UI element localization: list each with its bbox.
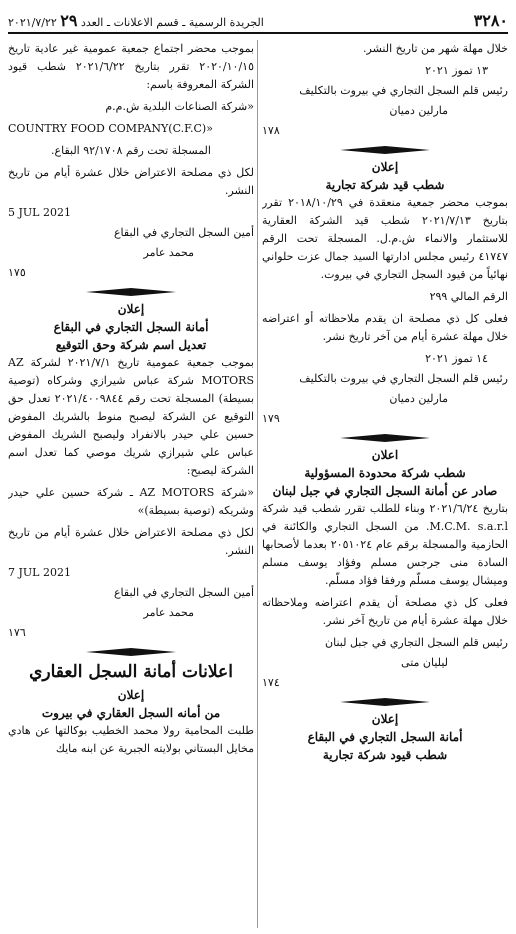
notice-label: إعلان bbox=[371, 160, 399, 174]
notice-title: أمانة السجل التجاري في البقاع bbox=[53, 320, 209, 334]
signatory-title: أمين السجل التجاري في البقاع bbox=[113, 586, 254, 599]
separator bbox=[8, 648, 254, 656]
signatory-title: رئيس قلم السجل التجاري في بيروت بالتكليف bbox=[299, 372, 508, 385]
notice-objection: لكل ذي مصلحة الاعتراض خلال عشرة أيام من تاريخ النشر. bbox=[8, 166, 254, 197]
notice-title: أمانة السجل التجاري في البقاع bbox=[307, 730, 463, 744]
signatory-name: مارلين دميان bbox=[389, 392, 448, 405]
running-title-text: الجريدة الرسمية ـ قسم الاعلانات ـ العدد bbox=[80, 15, 264, 29]
signatory-name: محمد عامر bbox=[143, 606, 194, 619]
notice-reg-number: الرقم المالي ٢٩٩ bbox=[429, 290, 508, 303]
notice-label: إعلان bbox=[117, 302, 145, 316]
signatory-title: أمين السجل التجاري في البقاع bbox=[113, 226, 254, 239]
notice-title: شطب قيد شركة تجارية bbox=[325, 178, 445, 192]
notice-number: ١٧٤ bbox=[262, 676, 280, 689]
signatory-name: ليليان متى bbox=[401, 656, 448, 669]
separator bbox=[262, 434, 508, 442]
signatory-title: رئيس قلم السجل التجاري في بيروت بالتكليف bbox=[299, 84, 508, 97]
notice-subtitle: صادر عن أمانة السجل التجاري في جبل لبنان bbox=[272, 484, 498, 498]
notice-body: بموجب جمعية عمومية تاريخ ٢٠٢١/٧/١ لشركة AZ MOTORS شركة عباس شيرازي وشركاه (توصية بسيطة) المسجلة تحت رقم ٢٠٢١/٤٠٠٩٨٤٤ تعدل حق التوقيع عن الشركة ليصبح منوط بالشريك المفوض حسين علي حيدر بالانفراد وليصبح الشريك المفوض عباس علي شيرازي شريك موصي كما تعدل اسم الشركة ليصبح: bbox=[8, 356, 254, 477]
paragraph: خلال مهلة شهر من تاريخ النشر. bbox=[363, 42, 508, 55]
notice-label: اعلان bbox=[371, 448, 399, 462]
notice-body: بتاريخ ٢٠٢١/٦/٢٤ وبناء للطلب تقرر شطب قيد شركة M.C.M. s.a.r.l. من السجل التجاري والكائنة في الحازمية والمسجلة برقم عام ٢٠٥١٠٢٤ بعدما لأصحابها السادة منى جرجس مسلم وفؤاد يوسف مسلم وميشال يوسف مسلّم ورفقا فؤاد مسلّم. bbox=[262, 502, 508, 587]
issue-date: ٢٠٢١/٧/٢٢ bbox=[8, 15, 57, 29]
notice-objection: فعلى كل ذي مصلحة أن يقدم اعتراضه وملاحظاته خلال مهلة عشرة أيام من تاريخ آخر نشر. bbox=[262, 596, 508, 627]
issue-number: ٢٩ bbox=[60, 10, 78, 30]
company-reg: المسجلة تحت رقم ٩٢/١٧٠٨ البقاع. bbox=[51, 144, 211, 157]
notice-label: إعلان bbox=[117, 688, 145, 702]
notice-date: 7 JUL 2021 bbox=[8, 566, 71, 579]
notice-date: ١٣ تموز ٢٠٢١ bbox=[425, 64, 488, 77]
paragraph: بموجب محضر اجتماع جمعية عمومية غير عادية تاريخ ٢٠٢٠/١٠/١٥ تقرر بتاريخ ٢٠٢١/٦/٢٢ شطب قيود الشركة المعروفة باسم: bbox=[8, 42, 254, 91]
right-column bbox=[262, 40, 508, 928]
notice-number: ١٧٥ bbox=[8, 266, 26, 279]
signatory-name: مارلين دميان bbox=[389, 104, 448, 117]
notice-objection: فعلى كل ذي مصلحة ان يقدم ملاحظاته أو اعتراضه خلال مهلة عشرة أيام من آخر تاريخ نشر. bbox=[262, 312, 508, 343]
notice-label: إعلان bbox=[371, 712, 399, 726]
notice-body: طلبت المحامية رولا محمد الخطيب بوكالتها عن هادي مخايل البستاني بولايته الجبرية عن ابنه مايك bbox=[8, 724, 254, 755]
signatory-name: محمد عامر bbox=[143, 246, 194, 259]
notice-subtitle: تعديل اسم شركة وحق التوقيع bbox=[55, 338, 207, 352]
separator bbox=[262, 146, 508, 154]
notice-number: ١٧٨ bbox=[262, 124, 280, 137]
company-name-ar: «شركة الصناعات البلدية ش.م.م bbox=[105, 100, 254, 113]
separator bbox=[8, 288, 254, 296]
notice-number: ١٧٦ bbox=[8, 626, 26, 639]
notice-subtitle: شطب قيود شركة تجارية bbox=[322, 748, 448, 762]
page-number: ٣٢٨٠ bbox=[473, 10, 508, 30]
left-column bbox=[8, 40, 254, 928]
page-header bbox=[8, 8, 508, 34]
running-title bbox=[8, 11, 264, 30]
notice-body: بموجب محضر جمعية منعقدة في ٢٠١٨/١٠/٢٩ تقرر بتاريخ ٢٠٢١/٧/١٣ شطب قيد الشركة العقارية للاستثمار والانماء ش.م.ل. المسجلة تحت الرقم ٤١٧٤٧ رئيس مجلس ادارتها السيد جمال عزت حلواني نهائياً من قيود السجل التجاري في بيروت. bbox=[262, 196, 508, 281]
notice-new-name: «شركة AZ MOTORS ـ شركة حسين علي حيدر وشريكه (توصية بسيطة)» bbox=[8, 486, 254, 517]
notice-title: من أمانه السجل العقاري في بيروت bbox=[41, 706, 221, 720]
columns bbox=[8, 40, 508, 928]
separator bbox=[262, 698, 508, 706]
signatory-title: رئيس قلم السجل التجاري في جبل لبنان bbox=[325, 636, 508, 649]
notice-date: ١٤ تموز ٢٠٢١ bbox=[425, 352, 488, 365]
company-name-en: COUNTRY FOOD COMPANY(C.F.C)» bbox=[8, 122, 213, 135]
notice-title: شطب شركة محدودة المسؤولية bbox=[304, 466, 466, 480]
notice-number: ١٧٩ bbox=[262, 412, 280, 425]
notice-objection: لكل ذي مصلحة الاعتراض خلال عشرة أيام من تاريخ النشر. bbox=[8, 526, 254, 557]
notice-date: 5 JUL 2021 bbox=[8, 206, 71, 219]
section-title: اعلانات أمانة السجل العقاري bbox=[29, 662, 233, 682]
